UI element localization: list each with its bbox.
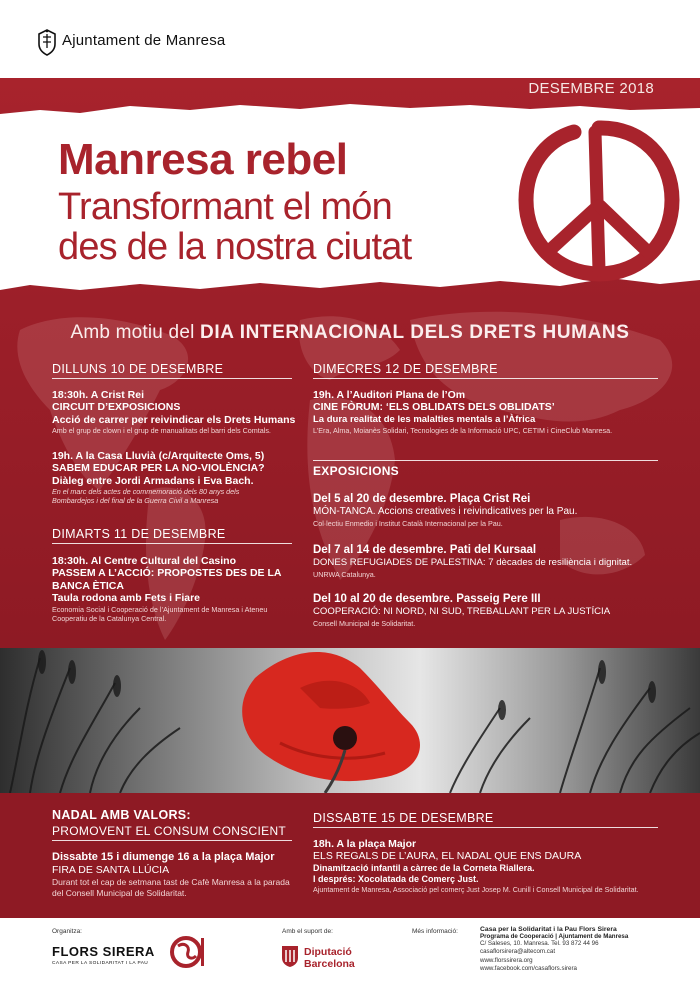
organizer-label: Organitza: xyxy=(52,928,82,935)
event-note-line1: En el marc dels actes de commemoració dels 80 anys dels xyxy=(52,487,240,496)
exhibition-note: Col·lectiu Enmedio i Institut Català Internacional per la Pau. xyxy=(313,518,503,528)
event-wednesday xyxy=(313,389,673,435)
section-heading-tuesday: DIMARTS 11 DE DESEMBRE xyxy=(52,527,226,541)
occasion-line xyxy=(0,322,700,344)
event-place: Al Centre Cultural del Casino xyxy=(88,555,236,567)
event-time: 19h. xyxy=(313,389,335,401)
event-when: Dissabte 15 i diumenge 16 a la plaça Major xyxy=(52,851,275,863)
event-note-line2: del Consell Municipal de Solidaritat. xyxy=(52,887,187,898)
event-title: CINE FÒRUM: ‘ELS OBLIDATS DELS OBLIDATS’ xyxy=(313,401,555,413)
poster-subtitle-line2: des de la nostra ciutat xyxy=(58,226,412,268)
occasion-highlight: DIA INTERNACIONAL DELS DRETS HUMANS xyxy=(200,322,630,343)
contact-facebook[interactable]: www.facebook.com/casaflors.sirera xyxy=(480,964,577,972)
section-heading-monday: DILLUNS 10 DE DESEMBRE xyxy=(52,362,224,376)
event-subtitle: La dura realitat de les malalties mentals a l’Àfrica xyxy=(313,413,536,425)
divider xyxy=(313,827,658,828)
event-title-line1: PASSEM A L’ACCIÓ: PROPOSTES DES DE LA xyxy=(52,567,282,579)
contact-title: Casa per la Solidaritat i la Pau Flors Sirera xyxy=(480,926,617,933)
occasion-prefix: Amb motiu del xyxy=(70,322,195,343)
section-heading-exhibitions: EXPOSICIONS xyxy=(313,464,399,478)
flors-sirera-logo-sub: CASA PER LA SOLIDARITAT I LA PAU xyxy=(52,961,149,966)
exhibition-title: DONES REFUGIADES DE PALESTINA: 7 dècades de resiliència i dignitat. xyxy=(313,557,633,568)
diputacio-line1: Diputació xyxy=(304,946,352,958)
divider xyxy=(313,378,658,379)
event-note: Ajuntament de Manresa, Associació pel comerç Just Josep M. Cunill i Consell Municipal de Solidaritat. xyxy=(313,884,639,894)
event-note-line1: Durant tot el cap de setmana tast de Cafè Manresa a la parada xyxy=(52,876,290,887)
wheat-and-poppy-illustration xyxy=(0,648,700,793)
contact-website[interactable]: www.florssirera.org xyxy=(480,956,533,964)
city-crest-icon xyxy=(36,28,58,56)
exhibition-when: Del 5 al 20 de desembre. Plaça Crist Rei xyxy=(313,493,531,505)
divider xyxy=(52,378,292,379)
event-monday-1 xyxy=(52,389,302,435)
event-subtitle: Taula rodona amb Fets i Fiare xyxy=(52,592,201,604)
event-time: 18h. xyxy=(313,838,335,850)
exhibition-1 xyxy=(313,492,673,528)
event-monday-2 xyxy=(52,450,302,505)
solidarity-council-logo-icon xyxy=(168,932,208,972)
event-subtitle-line2: I després: Xocolatada de Comerç Just. xyxy=(313,873,479,884)
event-subtitle: Acció de carrer per reivindicar els Drets Humans xyxy=(52,413,296,426)
poster-title: Manresa rebel xyxy=(58,135,348,184)
event-subtitle-line1: Dinamització infantil a càrrec de la Corneta Riallera. xyxy=(313,862,535,873)
support-label: Amb el suport de: xyxy=(282,928,333,935)
event-note: L’Era, Alma, Moianès Solidari, Tecnologies de la Informació UPC, CETIM i CineClub Manresa. xyxy=(313,426,613,435)
exhibition-note: UNRWA Catalunya. xyxy=(313,569,376,579)
contact-address: C/ Saleses, 10. Manresa. Tel. 93 872 44 96 xyxy=(480,940,599,947)
divider xyxy=(313,460,658,461)
event-tuesday xyxy=(52,555,302,623)
event-time: 18:30h. xyxy=(52,389,89,401)
poster-subtitle-line1: Transformant el món xyxy=(58,186,392,228)
event-title: ELS REGALS DE L’AURA, EL NADAL QUE ENS DAURA xyxy=(313,850,582,862)
divider xyxy=(52,840,292,841)
event-place: A la plaça Major xyxy=(334,838,417,850)
exhibition-2 xyxy=(313,543,683,579)
exhibition-when: Del 10 al 20 de desembre. Passeig Pere III xyxy=(313,593,541,605)
event-title: CIRCUIT D’EXPOSICIONS xyxy=(52,401,181,413)
event-place: A l’Auditori Plana de l’Om xyxy=(334,389,466,401)
section-heading-christmas: NADAL AMB VALORS: xyxy=(52,808,191,822)
contact-info-block xyxy=(480,926,695,973)
event-title: FIRA DE SANTA LLÚCIA xyxy=(52,864,170,876)
event-place: A la Casa Lluvià (c/Arquitecte Oms, 5) xyxy=(73,450,265,462)
christmas-values-block xyxy=(52,808,302,840)
org-name: Ajuntament de Manresa xyxy=(62,32,226,49)
contact-email[interactable]: casaflorsirera@altecom.cat xyxy=(480,948,556,956)
poppy-photo xyxy=(0,648,700,793)
contact-program: Programa de Cooperació | Ajuntament de Manresa xyxy=(480,933,629,940)
date-label: DESEMBRE 2018 xyxy=(528,80,654,97)
exhibition-note: Consell Municipal de Solidaritat. xyxy=(313,618,416,628)
event-note: Amb el grup de clown i el grup de manualitats del barri dels Comtals. xyxy=(52,426,271,435)
event-saturday xyxy=(313,838,693,894)
section-heading-saturday: DISSABTE 15 DE DESEMBRE xyxy=(313,811,494,825)
diputacio-shield-icon xyxy=(280,944,300,968)
exhibition-title: COOPERACIÓ: NI NORD, NI SUD, TREBALLANT PER LA JUSTÍCIA xyxy=(313,606,611,617)
exhibition-when: Del 7 al 14 de desembre. Pati del Kursaal xyxy=(313,544,537,556)
event-time: 19h. xyxy=(52,450,74,462)
flors-sirera-logo-text: FLORS SIRERA xyxy=(52,944,155,959)
event-place: A Crist Rei xyxy=(88,389,145,401)
event-title-line2: BANCA ÈTICA xyxy=(52,579,124,592)
exhibition-3 xyxy=(313,592,683,628)
event-note-line2: Cooperatiu de la Catalunya Central. xyxy=(52,613,167,623)
more-info-label: Més informació: xyxy=(412,928,458,935)
divider xyxy=(52,543,292,544)
peace-symbol-icon xyxy=(516,118,682,284)
event-note-line2: Bombardejos i del final de la Guerra Civil a Manresa xyxy=(52,496,219,505)
section-heading-christmas-sub: PROMOVENT EL CONSUM CONSCIENT xyxy=(52,824,287,838)
event-note-line1: Economia Social i Cooperació de l’Ajuntament de Manresa i Ateneu xyxy=(52,604,268,614)
exhibition-title: MÓN-TANCA. Accions creatives i reivindicatives per la Pau. xyxy=(313,506,578,517)
diputacio-line2: Barcelona xyxy=(304,958,355,970)
christmas-fair-event xyxy=(52,851,312,899)
event-title: SABEM EDUCAR PER LA NO-VIOLÈNCIA? xyxy=(52,462,265,474)
section-heading-wednesday: DIMECRES 12 DE DESEMBRE xyxy=(313,362,498,376)
event-subtitle: Diàleg entre Jordi Armadans i Eva Bach. xyxy=(52,474,254,487)
event-time: 18:30h. xyxy=(52,555,89,567)
